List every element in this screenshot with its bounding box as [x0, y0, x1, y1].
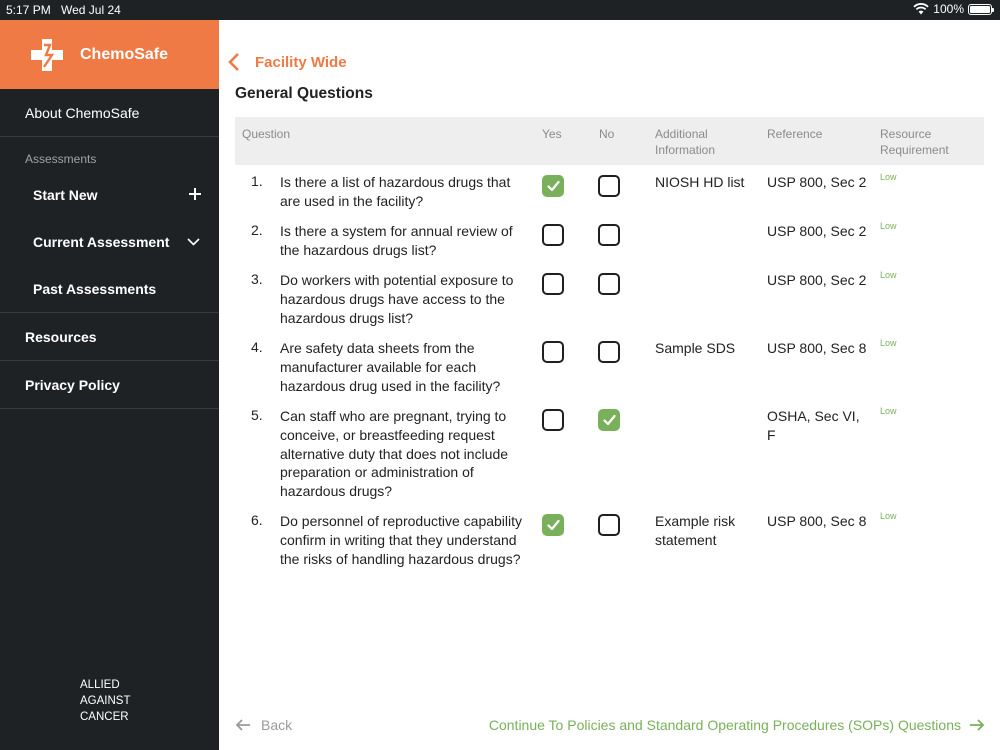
no-checkbox[interactable] [598, 175, 620, 197]
question-number: 6. [251, 512, 263, 528]
table-row [235, 271, 984, 329]
sidebar-item-past-assessments[interactable] [0, 281, 219, 301]
sidebar-item-start-new-label: Start New [33, 187, 98, 203]
column-header-no: No [599, 127, 615, 141]
allied-line-1: ALLIED [80, 679, 120, 691]
status-right [913, 2, 992, 16]
reference-text: USP 800, Sec 8 [767, 513, 867, 529]
battery-percent: 100% [933, 2, 964, 16]
plus-icon [189, 188, 201, 200]
sidebar-item-about[interactable] [0, 105, 219, 125]
sidebar-divider [0, 136, 219, 137]
sidebar-item-past-assessments-label: Past Assessments [33, 281, 157, 297]
chevron-left-icon [227, 52, 241, 72]
assessments-section-label: Assessments [25, 152, 97, 166]
question-text: Can staff who are pregnant, trying to conceive, or breastfeeding request alternative duty that does not include preparation or administration of hazardous drugs? [280, 408, 509, 500]
additional-info-link[interactable]: Sample SDS [655, 340, 736, 356]
question-number: 1. [251, 173, 263, 189]
column-header-resource-line1: Resource [880, 127, 932, 141]
allied-against-cancer-logo [80, 677, 130, 725]
table-row [235, 407, 984, 503]
checkmark-icon [547, 180, 560, 192]
arrow-right-icon [969, 719, 985, 731]
no-checkbox[interactable] [598, 341, 620, 363]
sidebar-item-about-label: About ChemoSafe [25, 105, 140, 121]
sidebar-item-resources-label: Resources [25, 329, 97, 345]
checkmark-icon [547, 519, 560, 531]
question-number: 5. [251, 407, 263, 423]
resource-requirement-badge: Low [880, 270, 897, 280]
sidebar-item-privacy-label: Privacy Policy [25, 377, 120, 393]
no-checkbox[interactable] [598, 224, 620, 246]
medical-cross-logo-icon [29, 37, 65, 73]
back-button-label: Back [261, 717, 293, 733]
sidebar-item-privacy[interactable] [0, 377, 219, 397]
table-row [235, 339, 984, 397]
resource-requirement-badge: Low [880, 338, 897, 348]
arrow-left-icon [235, 719, 251, 731]
main-panel [219, 20, 1000, 750]
facility-wide-label: Facility Wide [255, 53, 347, 71]
sidebar-divider [0, 312, 219, 313]
column-header-resource-line2: Requirement [880, 143, 949, 157]
status-date: Wed Jul 24 [61, 3, 121, 17]
additional-info-link[interactable]: Example risk statement [655, 513, 736, 548]
facility-wide-back-button[interactable] [227, 52, 347, 72]
table-row [235, 173, 984, 213]
back-button[interactable] [235, 717, 292, 733]
question-text: Is there a list of hazardous drugs that are used in the facility? [280, 174, 511, 209]
table-row [235, 222, 984, 262]
question-text: Is there a system for annual review of the hazardous drugs list? [280, 223, 513, 258]
yes-checkbox[interactable] [542, 514, 564, 536]
column-header-additional-info-line1: Additional [655, 127, 708, 141]
sidebar-item-resources[interactable] [0, 329, 219, 349]
reference-text: USP 800, Sec 8 [767, 340, 867, 356]
resource-requirement-badge: Low [880, 172, 897, 182]
column-header-reference: Reference [767, 127, 823, 141]
continue-button[interactable] [489, 717, 985, 733]
wifi-icon [913, 3, 929, 15]
allied-line-3: CANCER [80, 711, 129, 723]
column-header-yes: Yes [542, 127, 562, 141]
resource-requirement-badge: Low [880, 511, 897, 521]
resource-requirement-badge: Low [880, 406, 897, 416]
question-text: Are safety data sheets from the manufacturer available for each hazardous drug used in the facility? [280, 340, 501, 394]
sidebar-item-current-assessment-label: Current Assessment [33, 234, 170, 250]
sidebar-item-current-assessment[interactable] [0, 234, 219, 254]
yes-checkbox[interactable] [542, 175, 564, 197]
continue-button-label: Continue To Policies and Standard Operating Procedures (SOPs) Questions [488, 717, 961, 733]
status-bar [0, 0, 1000, 20]
reference-text: USP 800, Sec 2 [767, 272, 867, 288]
allied-line-2: AGAINST [80, 695, 131, 707]
reference-text: OSHA, Sec VI, F [767, 408, 860, 443]
table-row [235, 512, 984, 588]
question-text: Do personnel of reproductive capability confirm in writing that they understand the risks of handling hazardous drugs? [280, 513, 523, 567]
column-header-question: Question [242, 127, 291, 141]
sidebar-item-start-new[interactable] [0, 187, 219, 207]
battery-icon [968, 4, 992, 15]
brand-name: ChemoSafe [80, 45, 169, 63]
no-checkbox[interactable] [598, 514, 620, 536]
sidebar-divider [0, 360, 219, 361]
question-number: 4. [251, 339, 263, 355]
table-header [235, 117, 984, 165]
no-checkbox[interactable] [598, 273, 620, 295]
reference-text: USP 800, Sec 2 [767, 223, 867, 239]
reference-text: USP 800, Sec 2 [767, 174, 867, 190]
page-title: General Questions [235, 85, 373, 102]
yes-checkbox[interactable] [542, 409, 564, 431]
chevron-down-icon [187, 238, 200, 246]
status-time: 5:17 PM [6, 3, 51, 17]
yes-checkbox[interactable] [542, 224, 564, 246]
additional-info-link[interactable]: NIOSH HD list [655, 174, 745, 190]
yes-checkbox[interactable] [542, 341, 564, 363]
question-text: Do workers with potential exposure to hazardous drugs have access to the hazardous drugs list? [280, 272, 514, 326]
column-header-resource-requirement [880, 126, 949, 158]
checkmark-icon [603, 414, 616, 426]
no-checkbox[interactable] [598, 409, 620, 431]
question-number: 3. [251, 271, 263, 287]
brand-header [0, 20, 219, 89]
yes-checkbox[interactable] [542, 273, 564, 295]
sidebar-divider [0, 408, 219, 409]
question-number: 2. [251, 222, 263, 238]
column-header-additional-info [655, 126, 715, 158]
column-header-additional-info-line2: Information [655, 143, 716, 157]
sidebar [0, 20, 219, 750]
resource-requirement-badge: Low [880, 221, 897, 231]
